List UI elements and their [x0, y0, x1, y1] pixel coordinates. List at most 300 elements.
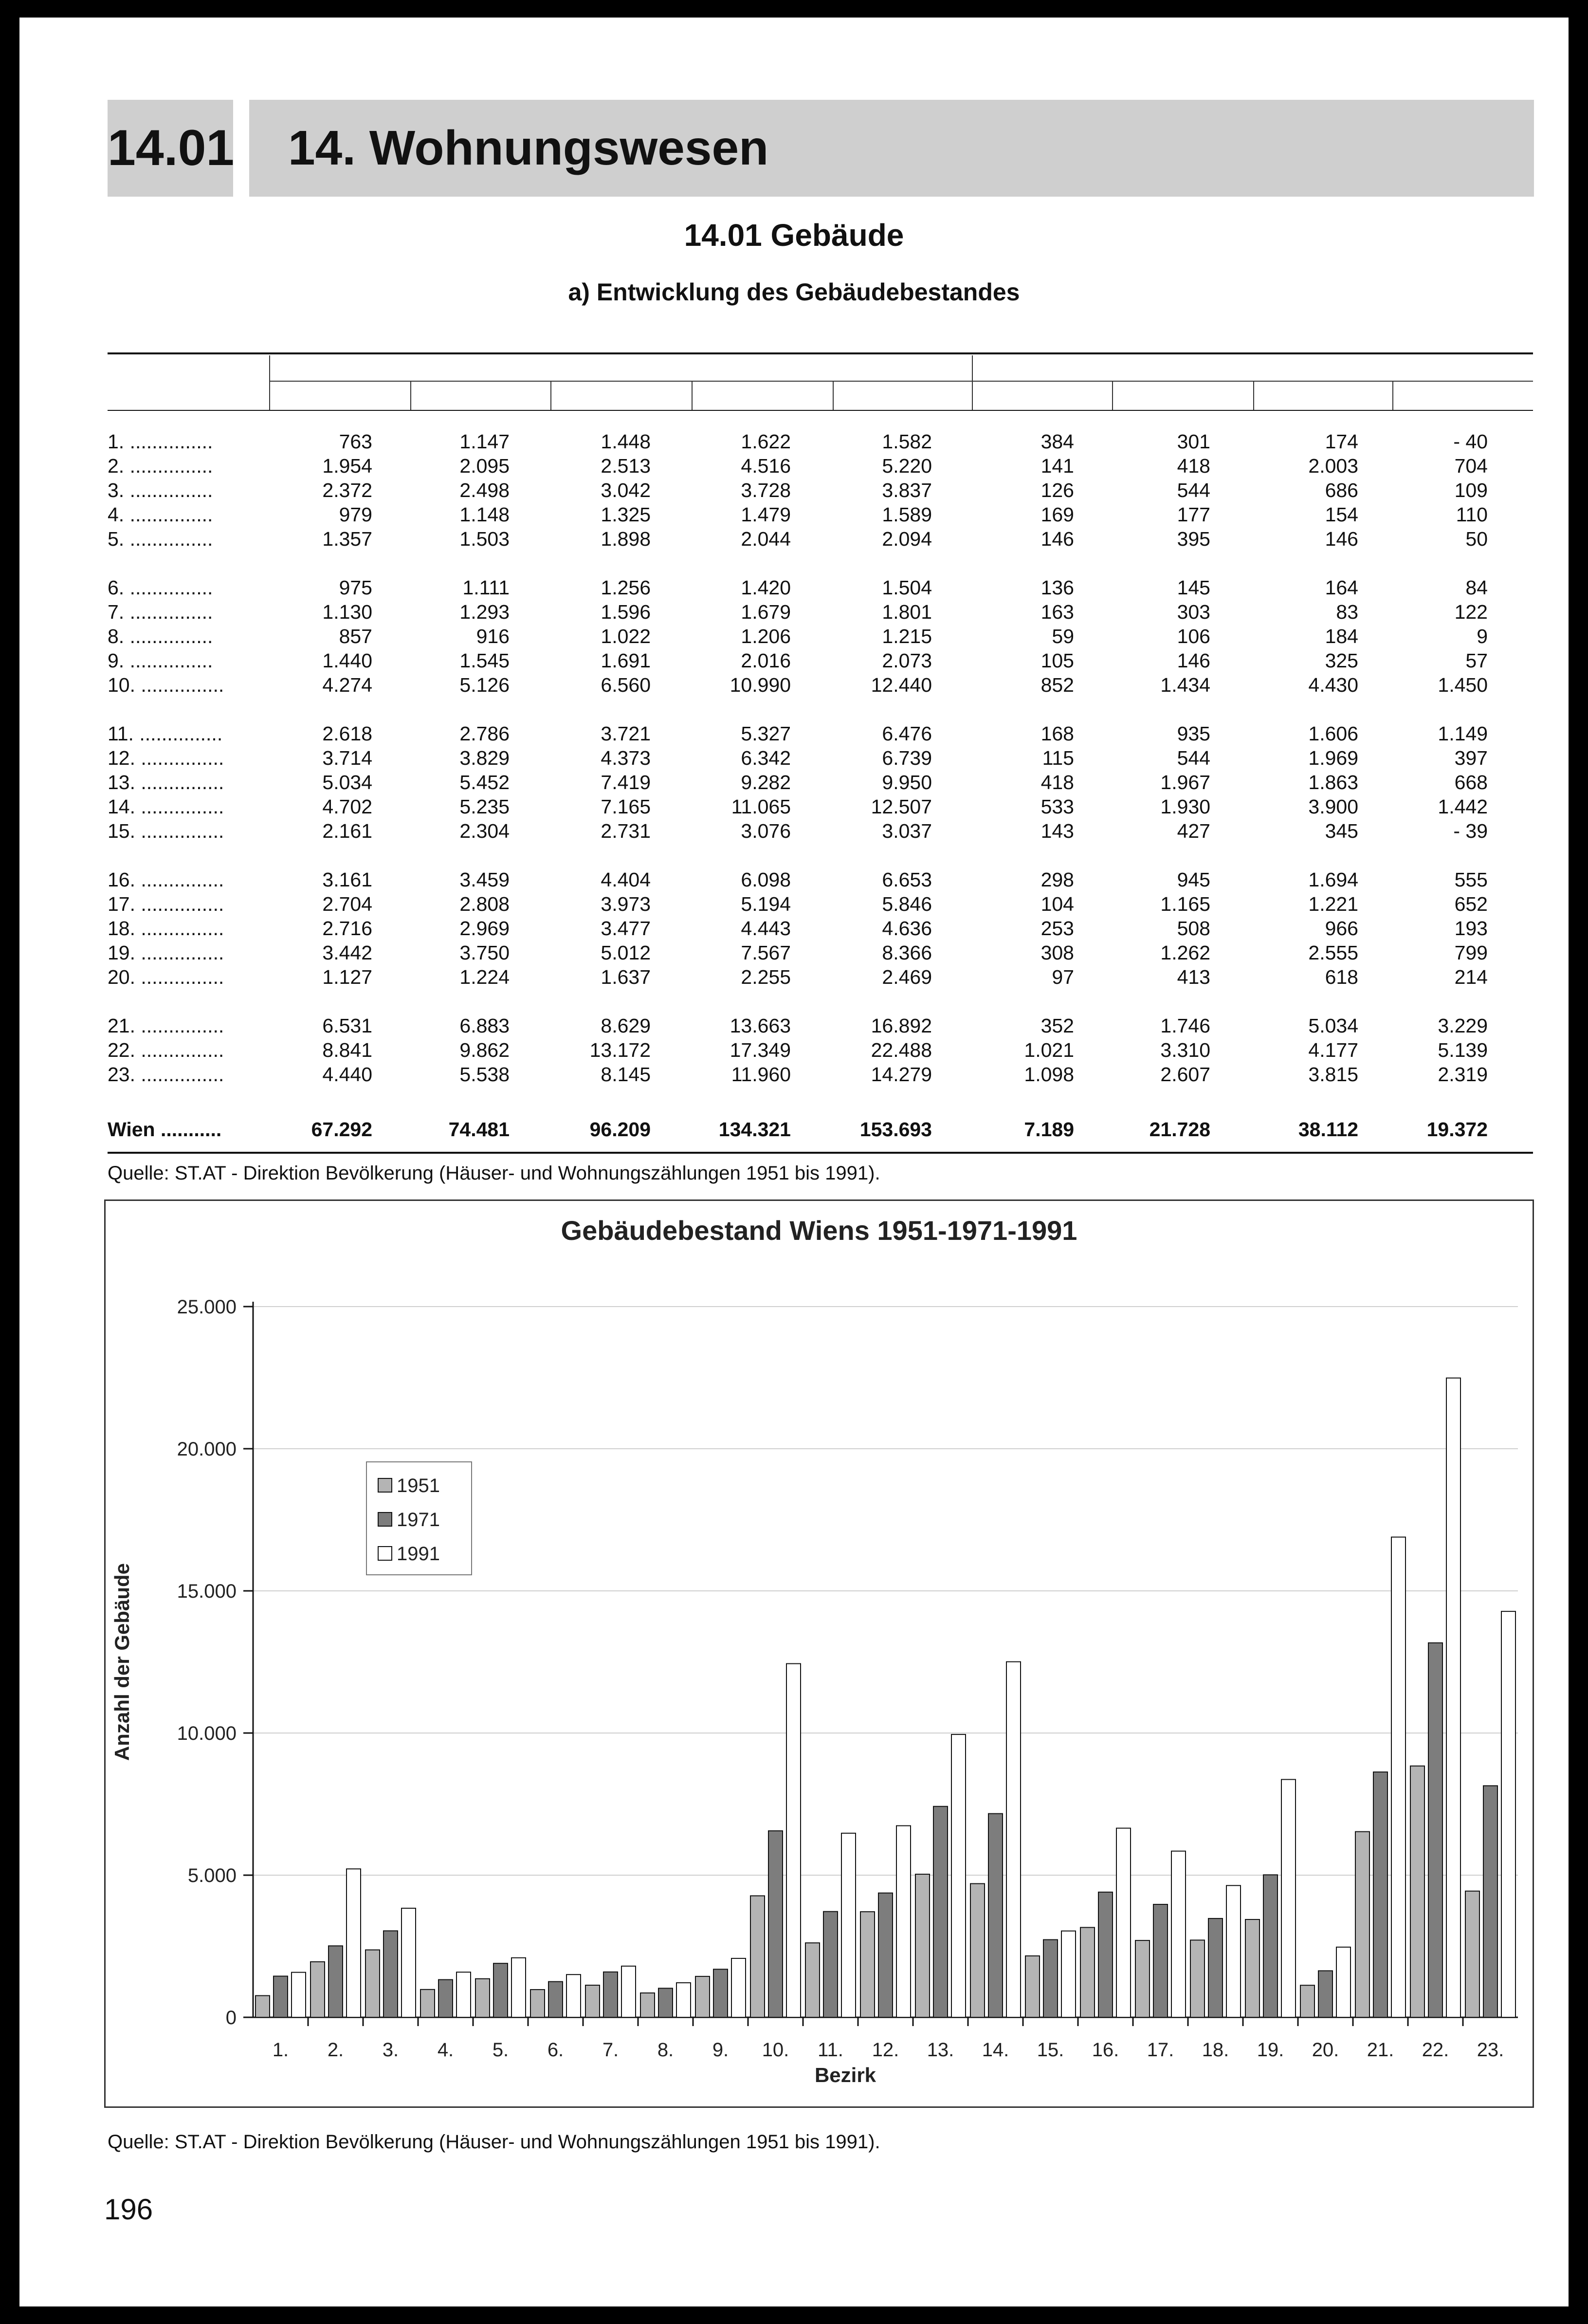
- table-cell: 9: [1477, 625, 1488, 647]
- bar-1991-1: [292, 1973, 306, 2017]
- bar-1951-15: [1025, 1956, 1040, 2017]
- table-cell: 4.274: [322, 674, 372, 696]
- table-cell: 1.262: [1160, 941, 1210, 964]
- bar-1951-9: [695, 1976, 710, 2017]
- bar-1971-16: [1098, 1892, 1113, 2017]
- bar-1971-17: [1153, 1904, 1168, 2017]
- chapter-title: 14. Wohnungswesen: [249, 100, 1534, 197]
- table-cell: 4.430: [1308, 674, 1358, 696]
- y-tick-label: 5.000: [187, 1865, 237, 1886]
- table-cell: 109: [1454, 479, 1488, 501]
- table-cell: 2.498: [459, 479, 510, 501]
- table-cell: 1.111: [462, 576, 510, 599]
- table-cell: 945: [1177, 868, 1210, 891]
- table-cell: 2.094: [882, 528, 932, 550]
- legend-label-1971: 1971: [397, 1509, 440, 1531]
- bar-1991-4: [456, 1972, 471, 2017]
- table-cell: 6.476: [882, 722, 932, 745]
- table-cell: 1.448: [601, 430, 651, 453]
- x-tick-label: 14.: [982, 2039, 1009, 2061]
- x-tick-label: 12.: [872, 2039, 899, 2061]
- table-cell: 1.691: [601, 649, 651, 672]
- bar-1951-5: [475, 1979, 490, 2017]
- bar-1951-18: [1190, 1940, 1205, 2017]
- bar-1991-8: [676, 1983, 691, 2017]
- table-cell: 303: [1177, 601, 1210, 623]
- table-row: [108, 478, 1533, 502]
- table-cell: 8.841: [322, 1039, 372, 1061]
- bar-1991-20: [1336, 1947, 1351, 2017]
- header-divider: [972, 355, 973, 410]
- x-tick-label: 17.: [1147, 2039, 1174, 2061]
- bar-1991-15: [1061, 1931, 1076, 2017]
- table-cell: 177: [1177, 503, 1210, 526]
- bar-1991-9: [731, 1958, 746, 2017]
- bar-1991-16: [1116, 1828, 1131, 2017]
- table-row: [108, 1038, 1533, 1062]
- table-cell: 8.366: [882, 941, 932, 964]
- table-cell: 852: [1040, 674, 1074, 696]
- table-cell: 5.220: [882, 455, 932, 477]
- x-tick-label: 22.: [1422, 2039, 1449, 2061]
- district-label: 8. ...............: [108, 625, 213, 647]
- district-label: 11. ...............: [108, 722, 223, 745]
- table-cell: 169: [1040, 503, 1074, 526]
- table-cell: 145: [1177, 576, 1210, 599]
- table-cell: 533: [1040, 795, 1074, 818]
- bar-1971-22: [1428, 1643, 1442, 2017]
- page: [19, 18, 1569, 2306]
- bar-1971-19: [1263, 1875, 1278, 2017]
- bar-1951-8: [640, 1993, 655, 2017]
- table-cell: 544: [1177, 479, 1210, 501]
- bar-1951-22: [1410, 1766, 1424, 2017]
- table-cell: 5.139: [1438, 1039, 1488, 1061]
- table-cell: 16.892: [871, 1014, 932, 1037]
- district-label: 7. ...............: [108, 601, 213, 623]
- table-cell: 1.967: [1160, 771, 1210, 793]
- table-cell: 857: [339, 625, 372, 647]
- district-label: 17. ...............: [108, 893, 224, 915]
- table-row: [108, 770, 1533, 794]
- table-cell: 136: [1040, 576, 1074, 599]
- table-cell: 2.073: [882, 649, 932, 672]
- table-cell: 84: [1465, 576, 1488, 599]
- table-row: [108, 502, 1533, 527]
- table-cell: 12.507: [871, 795, 932, 818]
- table-cell: 3.477: [601, 917, 651, 940]
- table-cell: 10.990: [730, 674, 791, 696]
- table-cell: 146: [1040, 528, 1074, 550]
- table-cell: 1.504: [882, 576, 932, 599]
- table-cell: 134.321: [718, 1118, 791, 1141]
- legend-label-1951: 1951: [397, 1475, 440, 1496]
- header-divider: [1392, 382, 1393, 410]
- table-cell: 106: [1177, 625, 1210, 647]
- table-cell: 7.165: [601, 795, 651, 818]
- table-row: [108, 600, 1533, 624]
- table-cell: 2.716: [322, 917, 372, 940]
- bar-1971-15: [1043, 1940, 1058, 2017]
- table-cell: 1.215: [882, 625, 932, 647]
- table-cell: 686: [1325, 479, 1358, 501]
- x-tick-label: 18.: [1202, 2039, 1229, 2061]
- bar-1971-6: [548, 1982, 563, 2017]
- page-number: 196: [104, 2193, 153, 2226]
- table-total-row: [108, 1117, 1533, 1142]
- table-cell: 1.224: [459, 966, 510, 988]
- table-row: [108, 429, 1533, 454]
- district-label: 4. ...............: [108, 503, 213, 526]
- x-tick-label: 5.: [492, 2039, 509, 2061]
- page-title: 14.01 Gebäude: [684, 218, 904, 253]
- table-cell: 298: [1040, 868, 1074, 891]
- table-cell: 1.898: [601, 528, 651, 550]
- table-cell: 6.739: [882, 747, 932, 769]
- district-label: 12. ...............: [108, 747, 224, 769]
- table-cell: 555: [1454, 868, 1488, 891]
- table-cell: 13.663: [730, 1014, 791, 1037]
- bar-1971-13: [933, 1807, 948, 2017]
- table-cell: 5.452: [459, 771, 510, 793]
- table-cell: 3.837: [882, 479, 932, 501]
- table-cell: 3.815: [1308, 1063, 1358, 1086]
- table-cell: 1.450: [1438, 674, 1488, 696]
- table-cell: 325: [1325, 649, 1358, 672]
- bar-chart: [106, 1201, 1533, 2106]
- bar-1971-20: [1318, 1971, 1332, 2017]
- table-cell: 1.098: [1024, 1063, 1074, 1086]
- table-cell: 2.786: [459, 722, 510, 745]
- header-divider: [1253, 382, 1254, 410]
- table-cell: 418: [1177, 455, 1210, 477]
- table-cell: 2.304: [459, 820, 510, 842]
- table-cell: 14.279: [871, 1063, 932, 1086]
- table-cell: 214: [1454, 966, 1488, 988]
- table-cell: 67.292: [311, 1118, 372, 1141]
- legend-label-1991: 1991: [397, 1543, 440, 1565]
- table-cell: 105: [1040, 649, 1074, 672]
- bar-1971-4: [438, 1980, 453, 2017]
- district-label: 23. ...............: [108, 1063, 224, 1086]
- table-cell: 5.012: [601, 941, 651, 964]
- x-tick-label: 19.: [1257, 2039, 1284, 2061]
- bar-1971-7: [603, 1972, 618, 2017]
- table-row: [108, 965, 1533, 989]
- header-divider: [550, 382, 551, 410]
- table-cell: 11.065: [731, 795, 791, 818]
- table-row: [108, 746, 1533, 770]
- table-cell: 4.373: [601, 747, 651, 769]
- district-label: 1. ...............: [108, 430, 213, 453]
- table-cell: - 40: [1453, 430, 1488, 453]
- table-cell: 9.282: [741, 771, 791, 793]
- table-cell: 3.442: [322, 941, 372, 964]
- y-tick-label: 25.000: [177, 1296, 237, 1318]
- table-cell: 8.145: [601, 1063, 651, 1086]
- table-cell: 193: [1454, 917, 1488, 940]
- table-cell: 1.954: [322, 455, 372, 477]
- table-cell: 3.076: [741, 820, 791, 842]
- table-row: [108, 648, 1533, 673]
- chart-source: Quelle: ST.AT - Direktion Bevölkerung (Häuser- und Wohnungszählungen 1951 bis 1991).: [108, 2131, 880, 2153]
- x-axis-label: Bezirk: [814, 2064, 876, 2086]
- table-cell: 12.440: [871, 674, 932, 696]
- table-cell: 1.679: [741, 601, 791, 623]
- table-cell: 413: [1177, 966, 1210, 988]
- table-cell: 126: [1040, 479, 1074, 501]
- bar-1991-2: [347, 1869, 361, 2017]
- bar-1991-14: [1006, 1662, 1021, 2017]
- table-cell: 668: [1454, 771, 1488, 793]
- table-row: [108, 892, 1533, 916]
- table-cell: 1.545: [459, 649, 510, 672]
- table-cell: 618: [1325, 966, 1358, 988]
- x-tick-label: 23.: [1477, 2039, 1504, 2061]
- table-cell: 3.714: [322, 747, 372, 769]
- district-label: Wien ...........: [108, 1118, 222, 1141]
- bar-1971-11: [823, 1912, 838, 2017]
- table-cell: 110: [1456, 503, 1488, 526]
- chart-title: Gebäudebestand Wiens 1951-1971-1991: [561, 1215, 1077, 1246]
- table-cell: 19.372: [1426, 1118, 1488, 1141]
- legend-swatch-1991: [378, 1547, 392, 1560]
- table-top-rule: [108, 352, 1533, 354]
- table-cell: 1.440: [322, 649, 372, 672]
- table-cell: 704: [1454, 455, 1488, 477]
- table-cell: 146: [1177, 649, 1210, 672]
- table-cell: 979: [339, 503, 372, 526]
- table-cell: 5.034: [322, 771, 372, 793]
- bar-1991-5: [511, 1958, 526, 2017]
- x-tick-label: 9.: [712, 2039, 729, 2061]
- table-cell: 122: [1454, 601, 1488, 623]
- table-cell: 2.704: [322, 893, 372, 915]
- district-label: 6. ...............: [108, 576, 213, 599]
- bar-1991-11: [841, 1833, 856, 2017]
- bar-1951-17: [1135, 1940, 1150, 2017]
- table-cell: 1.589: [882, 503, 932, 526]
- table-cell: 3.459: [459, 868, 510, 891]
- header-divider: [1112, 382, 1113, 410]
- table-cell: 6.531: [322, 1014, 372, 1037]
- header-group-rule: [973, 381, 1533, 382]
- table-cell: 966: [1325, 917, 1358, 940]
- table-cell: 9.950: [882, 771, 932, 793]
- y-tick-label: 0: [225, 2007, 237, 2029]
- x-tick-label: 21.: [1367, 2039, 1394, 2061]
- bar-1991-18: [1226, 1885, 1241, 2017]
- header-divider: [269, 355, 270, 410]
- table-cell: 935: [1177, 722, 1210, 745]
- table-cell: 96.209: [589, 1118, 651, 1141]
- table-cell: 1.503: [459, 528, 510, 550]
- table-cell: 97: [1052, 966, 1074, 988]
- x-tick-label: 4.: [437, 2039, 454, 2061]
- table-cell: 1.206: [741, 625, 791, 647]
- table-cell: 104: [1040, 893, 1074, 915]
- table-row: [108, 1062, 1533, 1087]
- bar-1951-4: [420, 1990, 435, 2017]
- table-cell: 146: [1325, 528, 1358, 550]
- table-cell: 184: [1325, 625, 1358, 647]
- table-cell: 6.883: [459, 1014, 510, 1037]
- table-cell: 1.022: [601, 625, 651, 647]
- x-tick-label: 10.: [762, 2039, 789, 2061]
- x-tick-label: 16.: [1092, 2039, 1119, 2061]
- table-header-rule: [108, 410, 1533, 411]
- table-cell: 1.479: [741, 503, 791, 526]
- table-row: [108, 916, 1533, 941]
- table-cell: 154: [1325, 503, 1358, 526]
- table-cell: 1.357: [322, 528, 372, 550]
- table-cell: 508: [1177, 917, 1210, 940]
- header-divider: [410, 382, 411, 410]
- bar-1951-12: [860, 1912, 875, 2017]
- table-cell: 4.443: [741, 917, 791, 940]
- table-cell: 1.420: [741, 576, 791, 599]
- table-row: [108, 527, 1533, 551]
- table-row: [108, 794, 1533, 819]
- district-label: 18. ...............: [108, 917, 224, 940]
- table-cell: 5.846: [882, 893, 932, 915]
- y-tick-label: 20.000: [177, 1439, 237, 1460]
- table-cell: 3.310: [1160, 1039, 1210, 1061]
- bar-1951-10: [750, 1896, 765, 2017]
- table-cell: 1.148: [459, 503, 510, 526]
- section-number: 14.01: [108, 100, 233, 197]
- table-cell: - 39: [1453, 820, 1488, 842]
- table-cell: 4.404: [601, 868, 651, 891]
- table-cell: 916: [476, 625, 510, 647]
- table-cell: 3.229: [1438, 1014, 1488, 1037]
- table-row: [108, 819, 1533, 843]
- bar-1971-9: [713, 1969, 728, 2017]
- table-cell: 50: [1465, 528, 1488, 550]
- district-label: 2. ...............: [108, 455, 213, 477]
- table-cell: 2.003: [1308, 455, 1358, 477]
- table-cell: 301: [1177, 430, 1210, 453]
- table-cell: 6.098: [741, 868, 791, 891]
- bar-1991-19: [1281, 1779, 1296, 2017]
- legend-swatch-1971: [378, 1512, 392, 1526]
- bar-1991-23: [1501, 1611, 1515, 2017]
- table-cell: 143: [1040, 820, 1074, 842]
- table-cell: 2.808: [459, 893, 510, 915]
- table-cell: 6.560: [601, 674, 651, 696]
- header-divider: [692, 382, 693, 410]
- bar-1971-3: [383, 1931, 398, 2017]
- table-cell: 2.255: [741, 966, 791, 988]
- table-cell: 652: [1454, 893, 1488, 915]
- table-cell: 11.960: [731, 1063, 791, 1086]
- district-label: 22. ...............: [108, 1039, 224, 1061]
- bar-1951-14: [970, 1883, 985, 2017]
- district-label: 19. ...............: [108, 941, 224, 964]
- bar-1991-13: [951, 1734, 966, 2017]
- table-cell: 174: [1325, 430, 1358, 453]
- table-cell: 2.469: [882, 966, 932, 988]
- table-row: [108, 941, 1533, 965]
- table-cell: 74.481: [448, 1118, 510, 1141]
- bar-1991-3: [402, 1908, 416, 2017]
- district-label: 15. ...............: [108, 820, 224, 842]
- table-cell: 5.034: [1308, 1014, 1358, 1037]
- table-cell: 1.293: [459, 601, 510, 623]
- bar-1971-21: [1373, 1772, 1387, 2017]
- bar-1971-23: [1483, 1786, 1497, 2017]
- table-cell: 384: [1040, 430, 1074, 453]
- legend-swatch-1951: [378, 1478, 392, 1492]
- table-source: Quelle: ST.AT - Direktion Bevölkerung (Häuser- und Wohnungszählungen 1951 bis 1991).: [108, 1162, 880, 1184]
- table-cell: 168: [1040, 722, 1074, 745]
- table-cell: 2.044: [741, 528, 791, 550]
- table-cell: 2.319: [1438, 1063, 1488, 1086]
- x-tick-label: 8.: [657, 2039, 674, 2061]
- district-label: 14. ...............: [108, 795, 224, 818]
- bar-1971-1: [274, 1976, 288, 2017]
- table-cell: 59: [1052, 625, 1074, 647]
- bar-1951-21: [1355, 1832, 1369, 2017]
- header-divider: [833, 382, 834, 410]
- district-label: 16. ...............: [108, 868, 224, 891]
- table-cell: 17.349: [730, 1039, 791, 1061]
- bar-1991-12: [896, 1826, 911, 2017]
- district-label: 9. ...............: [108, 649, 213, 672]
- table-cell: 1.256: [601, 576, 651, 599]
- table-cell: 3.042: [601, 479, 651, 501]
- table-row: [108, 575, 1533, 600]
- table-cell: 352: [1040, 1014, 1074, 1037]
- bar-1971-8: [658, 1988, 673, 2017]
- table-cell: 5.235: [459, 795, 510, 818]
- table-cell: 395: [1177, 528, 1210, 550]
- table-cell: 3.037: [882, 820, 932, 842]
- table-cell: 4.702: [322, 795, 372, 818]
- x-tick-label: 11.: [818, 2039, 843, 2061]
- table-cell: 163: [1040, 601, 1074, 623]
- table-cell: 397: [1454, 747, 1488, 769]
- table-cell: 5.538: [459, 1063, 510, 1086]
- table-cell: 1.147: [459, 430, 510, 453]
- y-axis-label: Anzahl der Gebäude: [110, 1563, 133, 1761]
- x-tick-label: 6.: [547, 2039, 564, 2061]
- table-cell: 83: [1336, 601, 1358, 623]
- district-label: 21. ...............: [108, 1014, 224, 1037]
- bar-1951-13: [915, 1874, 930, 2017]
- table-cell: 6.342: [741, 747, 791, 769]
- y-tick-label: 10.000: [177, 1723, 237, 1744]
- table-cell: 1.746: [1160, 1014, 1210, 1037]
- table-cell: 427: [1177, 820, 1210, 842]
- table-cell: 3.829: [459, 747, 510, 769]
- table-cell: 2.555: [1308, 941, 1358, 964]
- bar-1991-22: [1446, 1378, 1460, 2017]
- table-cell: 1.622: [741, 430, 791, 453]
- table-cell: 153.693: [859, 1118, 932, 1141]
- table-cell: 3.973: [601, 893, 651, 915]
- x-tick-label: 13.: [927, 2039, 954, 2061]
- district-label: 13. ...............: [108, 771, 224, 793]
- table-row: [108, 624, 1533, 648]
- table-row: [108, 673, 1533, 697]
- table-cell: 2.618: [322, 722, 372, 745]
- table-cell: 1.021: [1024, 1039, 1074, 1061]
- table-cell: 253: [1040, 917, 1074, 940]
- table-cell: 2.731: [601, 820, 651, 842]
- bar-1951-1: [256, 1995, 270, 2017]
- x-tick-label: 7.: [602, 2039, 619, 2061]
